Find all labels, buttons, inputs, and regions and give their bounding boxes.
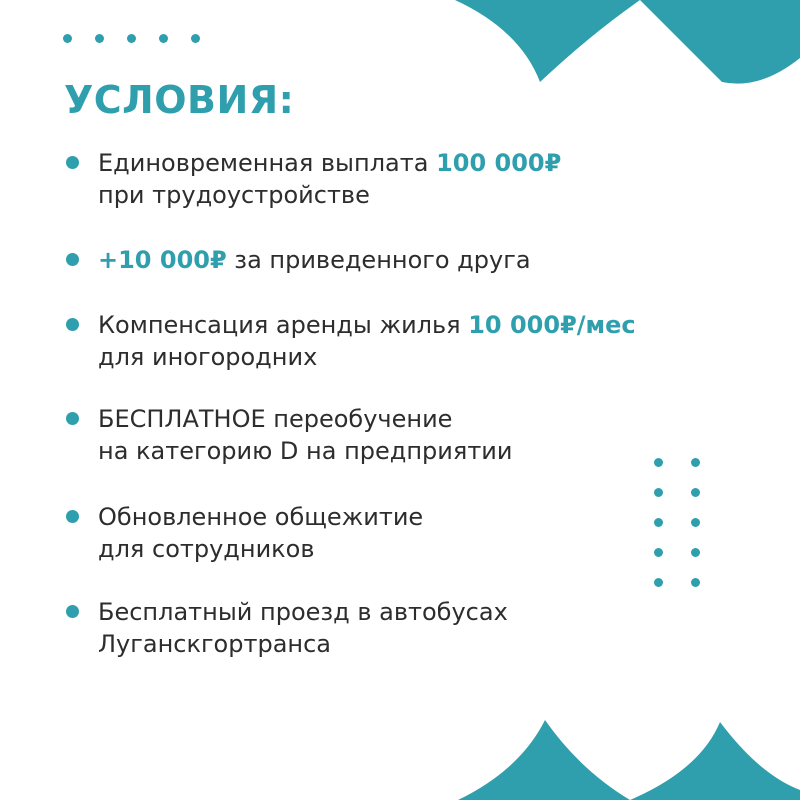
dot <box>691 578 700 587</box>
item-text-line2: на категорию D на предприятии <box>98 437 513 465</box>
item-text <box>98 596 508 660</box>
top-dots-decoration <box>63 34 200 43</box>
page-title: УСЛОВИЯ: <box>64 78 295 122</box>
side-dots-decoration <box>654 458 700 587</box>
bullet-icon <box>66 412 79 425</box>
item-text-before: Компенсация аренды жилья <box>98 311 469 339</box>
bullet-icon <box>66 605 79 618</box>
item-text <box>98 501 423 565</box>
dot <box>691 488 700 497</box>
item-highlight: 10 000₽/мес <box>468 311 636 339</box>
item-highlight: +10 000₽ <box>98 246 227 274</box>
item-text-line2: Луганскгортранса <box>98 630 331 658</box>
dot <box>691 548 700 557</box>
item-text <box>98 147 561 211</box>
item-text-before: БЕСПЛАТНОЕ переобучение <box>98 405 453 433</box>
item-text-before: Бесплатный проезд в автобусах <box>98 598 508 626</box>
item-text <box>98 309 636 373</box>
dot <box>654 578 663 587</box>
dot <box>654 518 663 527</box>
item-highlight: 100 000₽ <box>436 149 562 177</box>
item-text-line2: при трудоустройстве <box>98 181 370 209</box>
top-wave-shape <box>455 0 800 84</box>
item-text-line2: для сотрудников <box>98 535 315 563</box>
item-text-before: Единовременная выплата <box>98 149 437 177</box>
dot <box>191 34 200 43</box>
dot <box>127 34 136 43</box>
dot <box>95 34 104 43</box>
bullet-icon <box>66 156 79 169</box>
dot <box>159 34 168 43</box>
item-text-after: за приведенного друга <box>226 246 531 274</box>
bullet-icon <box>66 318 79 331</box>
dot <box>691 458 700 467</box>
dot <box>654 458 663 467</box>
dot <box>654 548 663 557</box>
dot <box>691 518 700 527</box>
bullet-icon <box>66 510 79 523</box>
item-text-before: Обновленное общежитие <box>98 503 424 531</box>
bottom-wave-shape <box>458 720 800 800</box>
dot <box>654 488 663 497</box>
bullet-icon <box>66 253 79 266</box>
dot <box>63 34 72 43</box>
item-text-line2: для иногородних <box>98 343 318 371</box>
item-text <box>98 403 513 467</box>
item-text <box>98 244 531 276</box>
